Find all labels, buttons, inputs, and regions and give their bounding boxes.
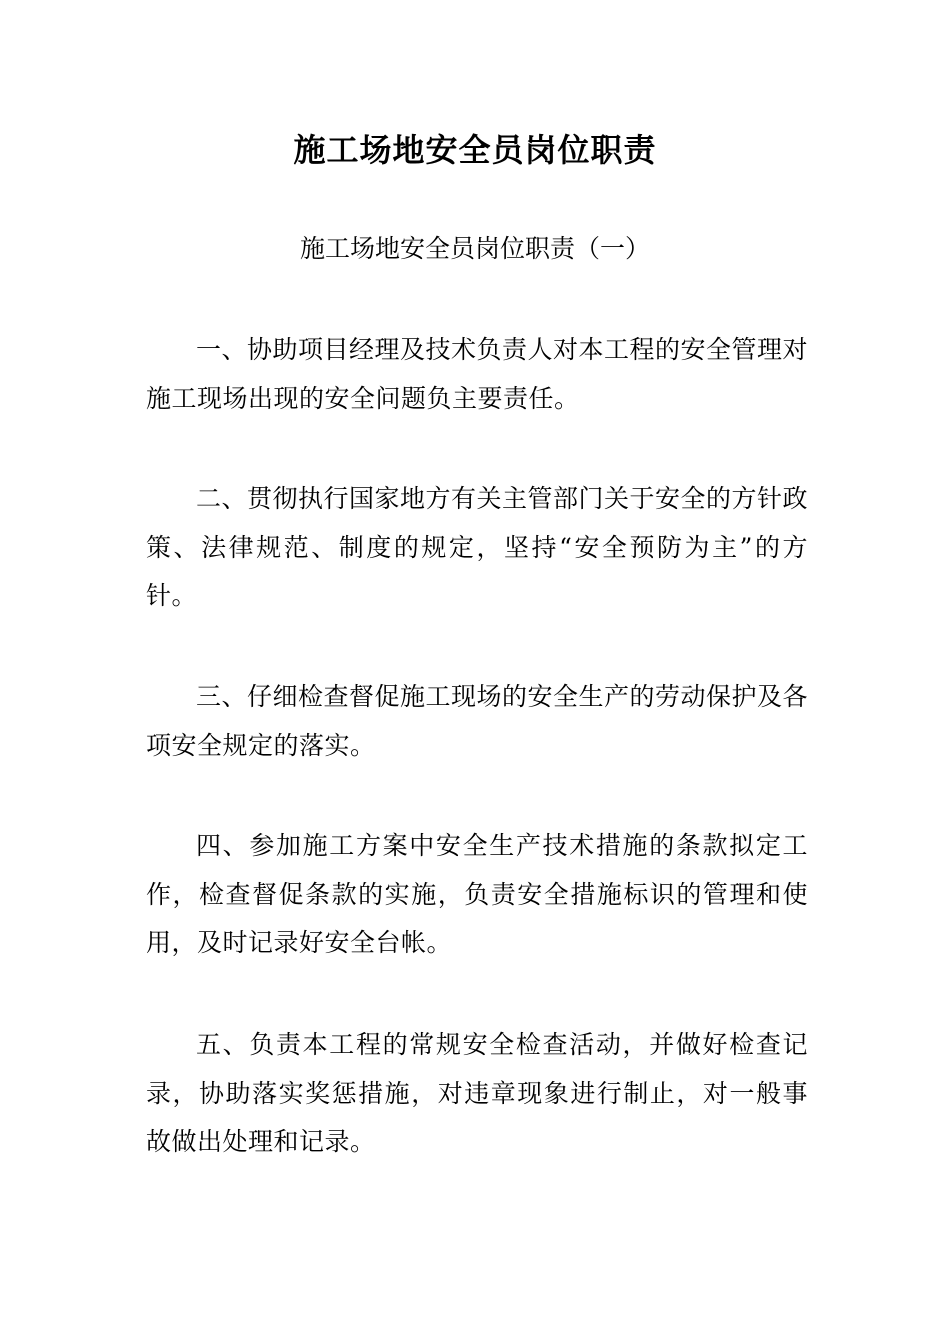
paragraph-1: 一、协助项目经理及技术负责人对本工程的安全管理对施工现场出现的安全问题负主要责任。	[146, 335, 809, 413]
paragraph-5: 五、负责本工程的常规安全检查活动，并做好检查记录，协助落实奖惩措施，对违章现象进行制止，对一般事故做出处理和记录。	[146, 1030, 808, 1156]
paragraph-4: 四、参加施工方案中安全生产技术措施的条款拟定工作，检查督促条款的实施，负责安全措施标识的管理和使用，及时记录好安全台帐。	[146, 831, 808, 957]
paragraph-2: 二、贯彻执行国家地方有关主管部门关于安全的方针政策、法律规范、制度的规定，坚持“安全预防为主”的方针。	[146, 484, 809, 610]
document-title: 施工场地安全员岗位职责	[293, 131, 657, 169]
paragraph-3: 三、仔细检查督促施工现场的安全生产的劳动保护及各项安全规定的落实。	[146, 682, 809, 760]
document-subtitle: 施工场地安全员岗位职责（一）	[299, 234, 650, 263]
